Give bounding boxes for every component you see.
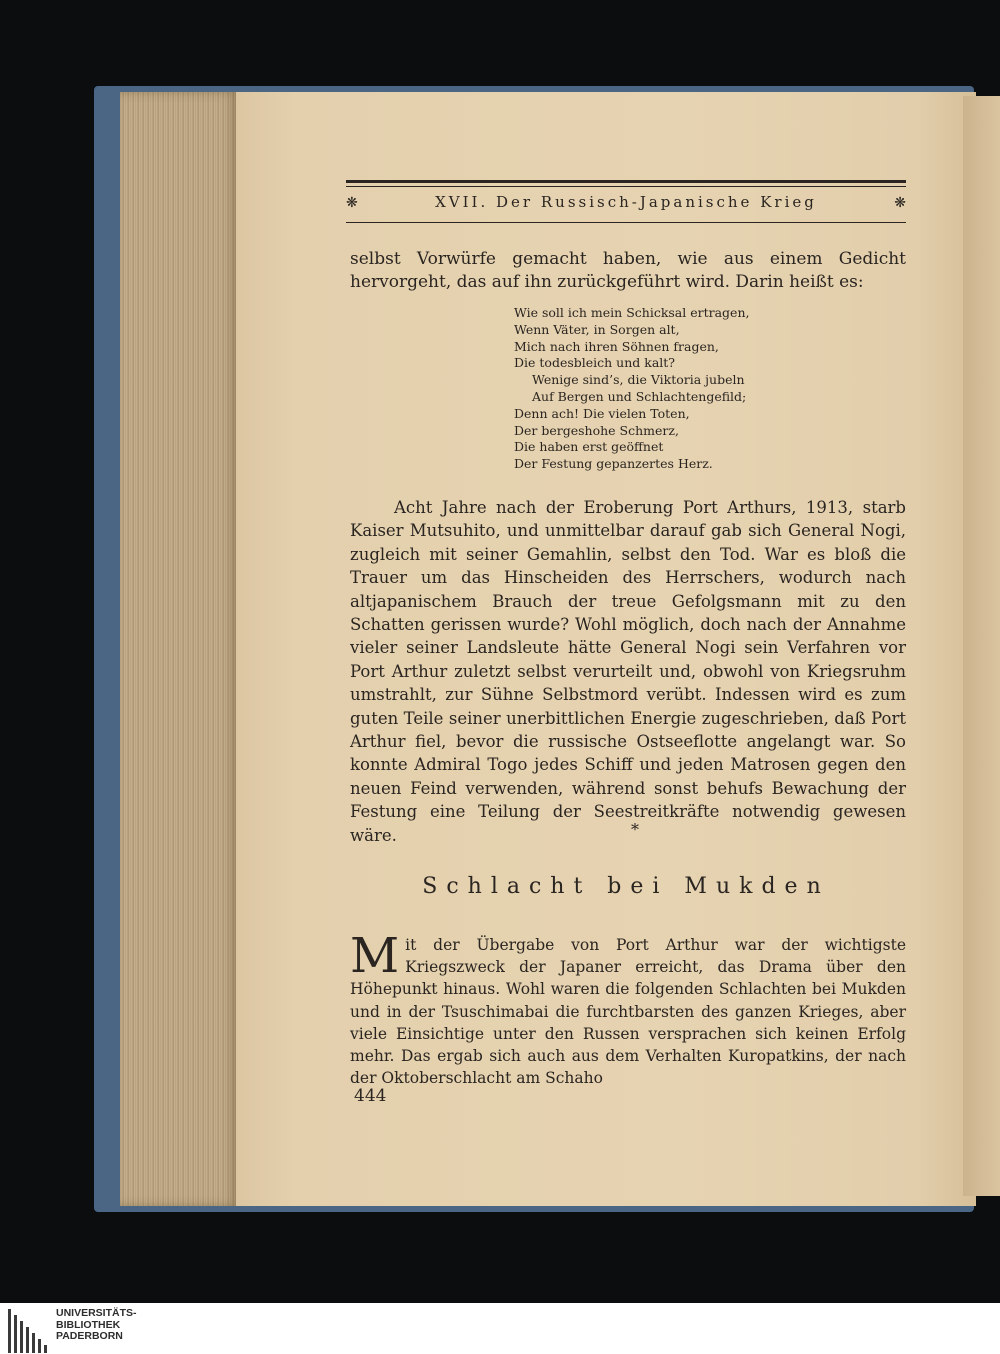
poem-line: Auf Bergen und Schlachtengefild; xyxy=(532,388,747,404)
facing-page-edge xyxy=(963,96,1000,1196)
poem-line: Denn ach! Die vielen Toten, xyxy=(514,405,690,421)
running-head-title: XVII. Der Russisch-Japanische Krieg xyxy=(435,193,817,211)
asterisk-separator: * xyxy=(631,820,639,839)
library-name-line: UNIVERSITÄTS- xyxy=(56,1307,137,1319)
page-number: 444 xyxy=(354,1086,387,1106)
poem-line: Wie soll ich mein Schicksal ertragen, xyxy=(514,305,750,320)
ornament-right-icon: ❋ xyxy=(894,195,906,211)
poem-line: Wenn Väter, in Sorgen alt, xyxy=(514,321,680,337)
poem-line: Der Festung gepanzertes Herz. xyxy=(514,456,713,472)
page-stack-edge xyxy=(120,92,238,1206)
running-head xyxy=(346,193,906,217)
library-name-line: PADERBORN xyxy=(56,1330,123,1342)
header-rule-bottom xyxy=(346,222,906,223)
library-logo-icon xyxy=(6,1305,52,1353)
poem-line: Mich nach ihren Söhnen fragen, xyxy=(514,338,719,354)
poem-line: Der bergeshohe Schmerz, xyxy=(514,422,679,438)
poem-line: Die todesbleich und kalt? xyxy=(514,355,675,371)
drop-cap: M xyxy=(350,928,400,984)
library-footer xyxy=(0,1303,1000,1354)
paragraph-intro: selbst Vorwürfe gemacht haben, wie aus einem Gedicht hervorgeht, das auf ihn zurückgeführt wird. Darin heißt es: xyxy=(350,249,906,292)
poem-line: Die haben erst geöffnet xyxy=(514,439,664,455)
library-name-line: BIBLIOTHEK xyxy=(56,1318,121,1331)
paragraph-mukden-text: it der Übergabe von Port Arthur war der wichtigste Kriegszweck der Japaner erreicht, das Drama über den Höhepunkt hinaus. Wohl waren die folgenden Schlachten bei Mukden und in der Tsuschimabai die furchtbarsten des ganzen Krieges, aber viele Einsichtige unter den Russen versprachen sich keinen Erfolg mehr. Das ergab sich auch aus dem Verhalten Kuropatkins, der nach der Oktoberschlacht am Schaho xyxy=(350,936,906,1088)
section-heading: Schlacht bei Mukden xyxy=(422,874,830,899)
paragraph-mukden xyxy=(350,928,906,1089)
library-name xyxy=(56,1308,137,1343)
header-rule-thick xyxy=(346,180,906,183)
poem xyxy=(514,305,814,473)
poem-line: Wenige sind’s, die Viktoria jubeln xyxy=(532,372,745,388)
header-rule-thin xyxy=(346,186,906,187)
paragraph-nogi: Acht Jahre nach der Eroberung Port Arthurs, 1913, starb Kaiser Mutsuhito, und unmittelbar darauf gab sich General Nogi, zugleich mit seiner Gemahlin, selbst den Tod. War es bloß die Trauer um das Hinscheiden des Herrschers, wodurch nach altjapanischem Brauch der treue Gefolgsmann mit zu den Schatten gerissen wurde? Wohl möglich, doch nach der Annahme vieler seiner Landsleute hätte General Nogi sein Verfahren vor Port Arthur zuletzt selbst verurteilt und, obwohl von Kriegsruhm umstrahlt, zur Sühne Selbstmord verübt. Indessen wird es zum guten Teile seiner unerbittlichen Energie zugeschrieben, daß Port Arthur fiel, bevor die russische Ostseeflotte angelangt war. So konnte Admiral Togo jedes Schiff und jeden Matrosen gegen den neuen Feind verwenden, während sonst behufs Bewachung der Festung eine Teilung der Seestreitkräfte notwendig gewesen wäre. xyxy=(350,498,906,845)
ornament-left-icon: ❋ xyxy=(346,195,358,211)
